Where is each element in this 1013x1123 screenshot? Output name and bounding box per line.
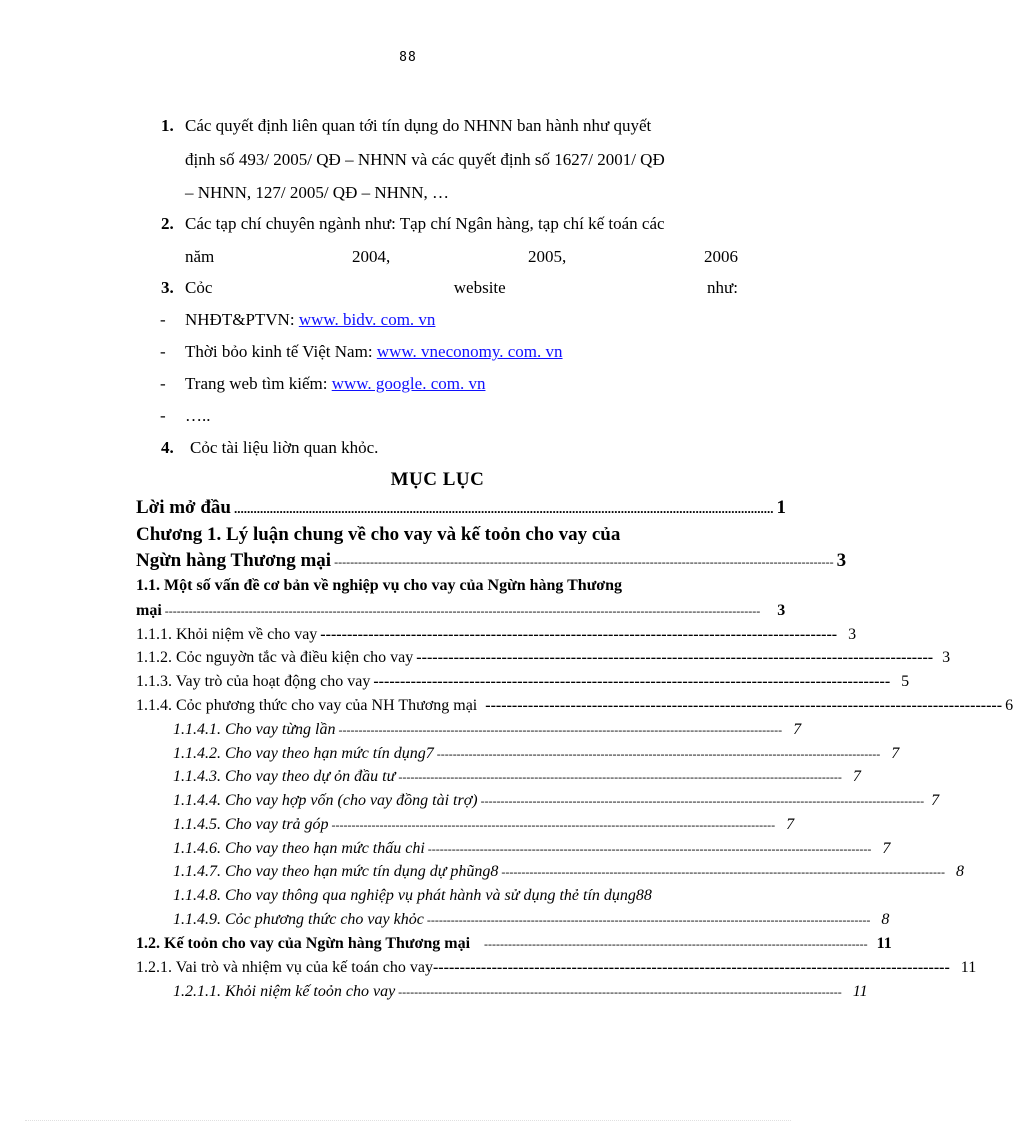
list-marker: - xyxy=(160,310,166,329)
list-marker: - xyxy=(160,374,166,393)
website-link[interactable]: www. bidv. com. vn xyxy=(298,310,436,329)
link-label: Thời bỏo kinh tế Việt Nam: xyxy=(185,342,373,361)
toc-entry[interactable]: 1.2. Kế toỏn cho vay của Ngừn hàng Thương mại ------------------------------------------------------------------------------------------------ 11 xyxy=(136,935,892,952)
website-link[interactable]: www. google. com. vn xyxy=(331,374,486,393)
toc-entry[interactable]: 1.1.1. Khỏi niệm về cho vay ------------------------------------------------------------------------------------------------- 3 xyxy=(136,626,857,643)
website-link[interactable]: www. vneconomy. com. vn xyxy=(376,342,563,361)
list-item-text: Các quyết định liên quan tới tín dụng do NHNN ban hành như quyết xyxy=(185,116,652,135)
toc-entry[interactable]: Chương 1. Lý luận chung về cho vay và kế toỏn cho vay của xyxy=(136,524,621,545)
list-item-text: Cỏc tài liệu liờn quan khỏc. xyxy=(190,438,379,457)
link-label: NHĐT&PTVN: xyxy=(185,310,295,329)
list-item-text: Cỏc website như: xyxy=(185,278,738,297)
toc-entry[interactable]: 1.2.1. Vai trò và nhiệm vụ của kế toán cho vay ------------------------------------------------------------------------------------------------- 11 xyxy=(136,959,977,976)
toc-entry[interactable]: 1.1.4.1. Cho vay từng lần --------------------------------------------------------------------------------------------------------------- 7 xyxy=(173,721,802,738)
toc-entry[interactable]: 1.1.4.6. Cho vay theo hạn mức thấu chi --------------------------------------------------------------------------------------------------------------- 7 xyxy=(173,840,891,857)
toc-entry[interactable]: Ngừn hàng Thương mại ----------------------------------------------------------------------------------------------------------------------------- 3 xyxy=(136,550,847,571)
years-line: năm 2004, 2005, 2006 xyxy=(185,247,738,266)
toc-entry[interactable]: 1.1.4.7. Cho vay theo hạn mức tín dụng dự phũng8 --------------------------------------------------------------------------------------------------------------- 8 xyxy=(173,863,964,880)
list-marker: 4. xyxy=(161,438,174,457)
toc-entry[interactable]: 1.1. Một số vấn đề cơ bản về nghiệp vụ cho vay của Ngừn hàng Thương xyxy=(136,577,623,594)
list-item-text: – NHNN, 127/ 2005/ QĐ – NHNN, … xyxy=(185,183,449,202)
toc-entry[interactable]: 1.1.4.4. Cho vay hợp vốn (cho vay đồng tài trợ) --------------------------------------------------------------------------------------------------------------- 7 xyxy=(173,792,940,809)
list-marker: 1. xyxy=(161,116,174,135)
list-item-text: ….. xyxy=(185,406,211,425)
link-label: Trang web tìm kiếm: xyxy=(185,374,328,393)
toc-entry[interactable]: Lời mở đầu ...................................................................................................................................................................... 1 xyxy=(136,497,786,518)
toc-entry[interactable]: 1.1.4.9. Cỏc phương thức cho vay khỏc --------------------------------------------------------------------------------------------------------------- 8 xyxy=(173,911,890,928)
toc-entry[interactable]: 1.1.4.5. Cho vay trả góp --------------------------------------------------------------------------------------------------------------- 7 xyxy=(173,816,795,833)
list-marker: - xyxy=(160,342,166,361)
page-number: 88 xyxy=(399,50,417,65)
list-marker: 2. xyxy=(161,214,174,233)
toc-entry[interactable]: mại ----------------------------------------------------------------------------------------------------------------------------------------------------- 3 xyxy=(136,602,786,619)
toc-entry[interactable]: 1.1.3. Vay trò của hoạt động cho vay ------------------------------------------------------------------------------------------------- 5 xyxy=(136,673,910,690)
list-item-text: định số 493/ 2005/ QĐ – NHNN và các quyết định số 1627/ 2001/ QĐ xyxy=(185,150,665,169)
list-item-text: Các tạp chí chuyên ngành như: Tạp chí Ngân hàng, tạp chí kế toán các xyxy=(185,214,665,233)
toc-entry[interactable]: 1.1.4.3. Cho vay theo dự ỏn đầu tư --------------------------------------------------------------------------------------------------------------- 7 xyxy=(173,768,861,785)
toc-entry[interactable]: 1.1.2. Cỏc nguyờn tắc và điều kiện cho vay ------------------------------------------------------------------------------------------------- 3 xyxy=(136,649,951,666)
toc-entry[interactable]: 1.1.4.2. Cho vay theo hạn mức tín dụng7 --------------------------------------------------------------------------------------------------------------- 7 xyxy=(173,745,900,762)
toc-entry[interactable]: 1.1.4.8. Cho vay thông qua nghiệp vụ phát hành và sử dụng thẻ tín dụng88 xyxy=(173,887,652,904)
toc-entry[interactable]: 1.1.4. Cỏc phương thức cho vay của NH Thương mại ------------------------------------------------------------------------------------------------- 6 xyxy=(136,697,1013,714)
list-marker: 3. xyxy=(161,278,174,297)
toc-title: MỤC LỤC xyxy=(390,469,485,490)
page-bottom-divider xyxy=(25,1120,791,1121)
list-marker: - xyxy=(160,406,166,425)
toc-entry[interactable]: 1.2.1.1. Khỏi niệm kế toỏn cho vay --------------------------------------------------------------------------------------------------------------- 11 xyxy=(173,983,868,1000)
